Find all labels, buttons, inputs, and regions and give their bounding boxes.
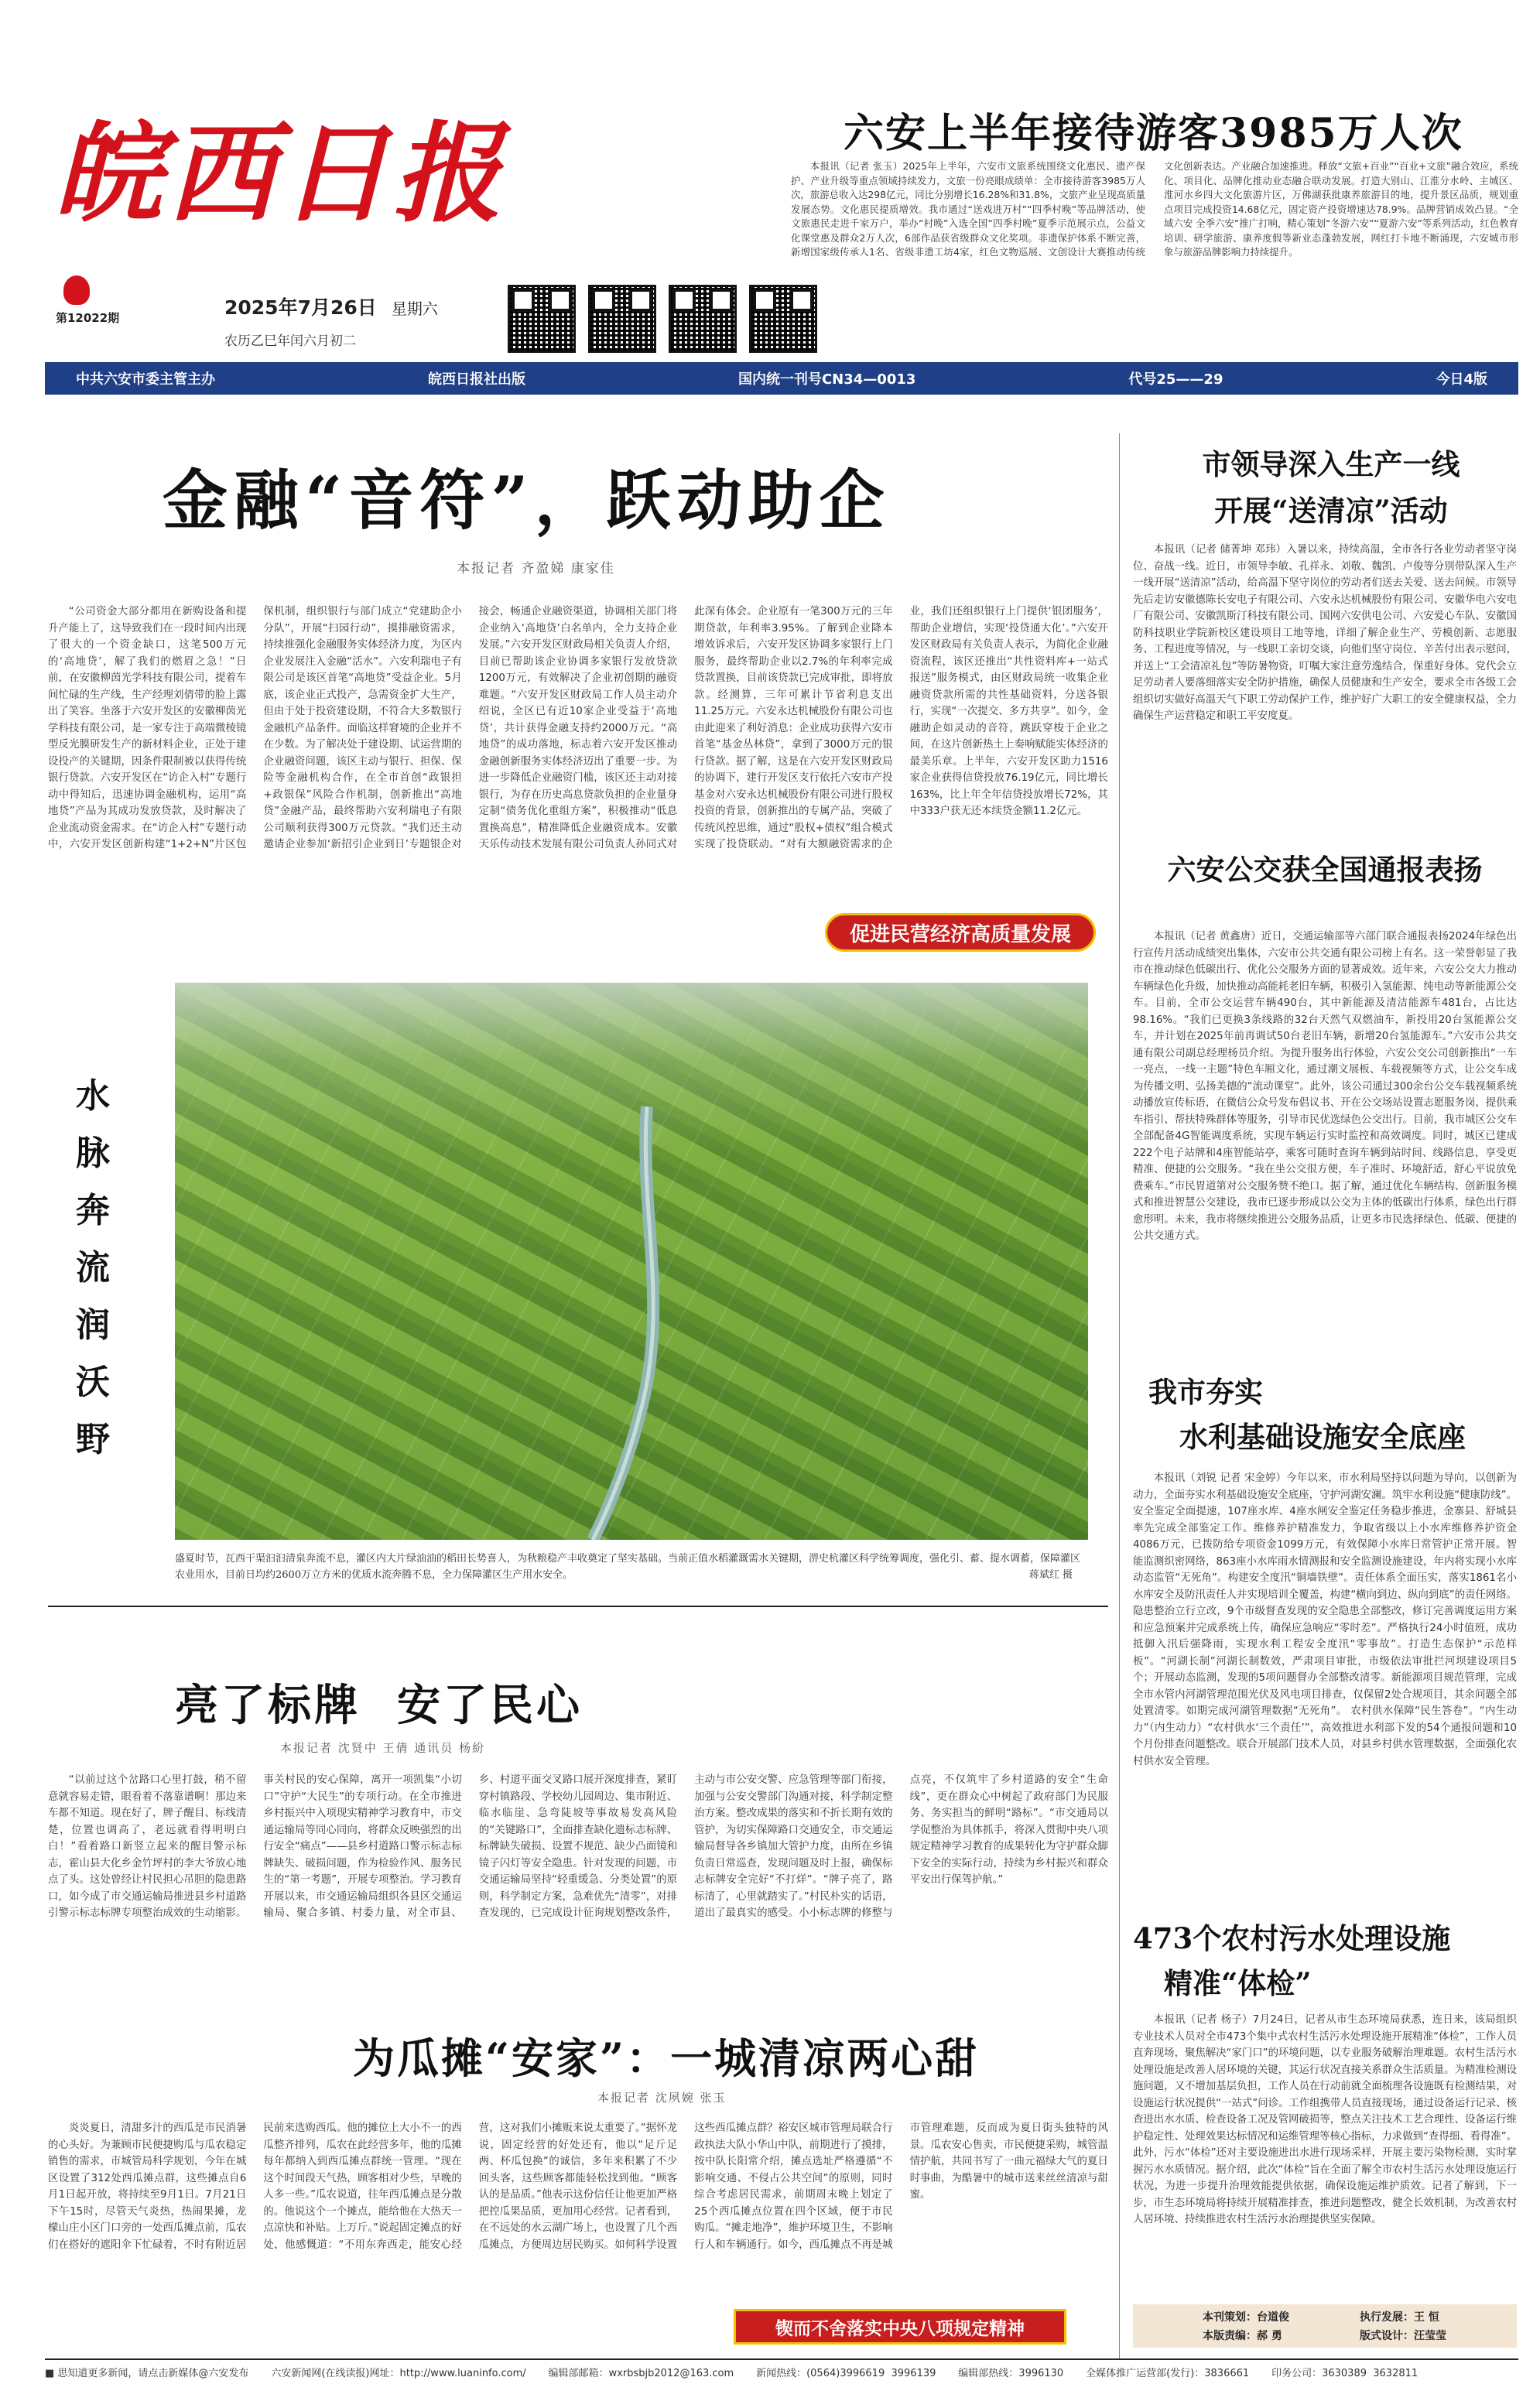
- qr-code-icon: [669, 285, 737, 353]
- section-divider: [48, 1606, 1108, 1607]
- footer-info: ■ 思知道更多新闻，请点击新媒体@六安发布 六安新闻网(在线读报)网址：http://www.luaninfo.com/ 编辑部邮箱：wxrbsbjb2012@163.com 新闻热线：(0564)3996619 3996139 编辑部热线：3996130 全媒体推广运营部(发行)：3836661 印务公司：3630389 3632811: [45, 2368, 1419, 2379]
- aerial-farmland-photo: [175, 983, 1088, 1540]
- issue-date-block: [224, 292, 438, 349]
- title-char: 奔: [76, 1191, 110, 1230]
- side1-headline: [1169, 441, 1494, 534]
- lead-body: “公司资金大部分都用在新购设备和提升产能上了，这导致我们在一段时间内出现了很大的一个资金缺口，这笔500万元的‘高地贷’，解了我们的燃眉之急！”日前，在安徽柳茵光学科技有限公司，提着车间忙碌的生产线，生产经理刘倩带的脸上露出了笑容。坐落于六安开发区的安徽柳茵光学科技有限公司，是一家专注于高端微棱镜型反光膜研发生产的新材料企业，正处于建设投产的关键期，因条件限制被以获得传统银行贷款。六安开发区在“访企入村”专题行动中得知后，迅速协调金融机构，运用“高地贷”产品为其成功发放贷款，及时解决了企业流动资金需求。在“访企入村”专题行动中，六安开发区创新构建“1+2+N”片区包保机制，组织银行与部门成立“党建助企小分队”，开展“扫园行动”，摸排融资需求，持续推强化金融服务实体经济力度，为区内企业发展注入金融“活水”。六安利瑞电子有限公司是该区首笔“高地贷”受益企业。5月底，该企业正式投产，急需资金扩大生产，但由于处于投资建设期，不符合大多数银行金融机产品条件。面临这样窘境的企业并不在少数。为了解决处于建设期、试运营期的企业融资问题，该区主动与银行、担保、保险等金融机构合作，在全市首创“政银担+政银保”风险合作机制，创新推出“高地贷”金融产品，最终帮助六安利瑞电子有限公司顺利获得300万元贷款。“我们还主动邀请企业参加‘新招引企业到日’专题银企对接会，畅通企业融资渠道，协调相关部门将企业纳入‘高地贷’白名单内，全力支持企业发展。”六安开发区财政局相关负责人介绍，目前已帮助该企业协调多家银行发放贷款1200万元，有效解决了企业初创期的融资难题。“六安开发区财政局工作人员主动介绍说，全区已有近10家企业受益于‘高地贷’，共计获得金融支持约2000万元。“高地贷”的成功落地，标志着六安开发区推动金融创新服务实体经济迈出了重要一步。为进一步降低企业融资门槛，该区还主动对接银行，为存在历史高息贷款负担的企业量身定制“债务优化重组方案”，积极推动“低息置换高息”，精准降低企业融资成本。安徽天乐传动技术发展有限公司负责人孙同式对此深有体会。企业原有一笔300万元的三年期贷款，年利率3.95%。了解到企业降本增效诉求后，六安开发区协调多家银行上门服务，最终帮助企业以2.7%的年利率完成贷款置换，目前该贷款已完成审批，即将放款。经测算，三年可累计节省利息支出11.25万元。六安永达机械股份有限公司也由此迎来了利好消息：企业成功获得六安市首笔“基金丛林贷”，拿到了3000万元的银行贷款。据了解，这是在六安开发区财政局的协调下，建行开发区支行依托六安市产投基金对六安永达机械股份有限公司进行股权投资的背景，创新推出的专属产品，突破了传统风控思维，通过“股权+债权”组合模式实现了投贷联动。“对有大额融资需求的企业，我们还组织银行上门提供‘银团服务’，帮助企业增信，实现‘投贷通大化’。”六安开发区财政局有关负责人表示，为简化企业融资流程，该区还推出“共性资料库+一站式报送”服务模式，由区财政局统一收集企业融资贷款所需的共性基础资料，分送各银行，实现“一次提交、多方共享”。如今，金融助企如灵动的音符，跳跃穿梭于企业之间，在这片创新热土上奏响赋能实体经济的最美乐章。上半年，六安开发区助力1516家企业获得信贷投放76.19亿元，同比增长163%，比上年全年信贷投放增长72%，其中333户获无还本续贷金额11.2亿元。: [48, 606, 1108, 850]
- headline-line: 我市夯实: [1148, 1375, 1263, 1409]
- newspaper-logo: 皖西日报: [54, 111, 507, 238]
- lead-byline: 本报记者 齐盈娣 康家佳: [457, 561, 615, 576]
- headline-line: 水利基础设施安全底座: [1179, 1420, 1466, 1454]
- publication-bar: [45, 362, 1518, 395]
- story2-body: “以前过这个岔路口心里打鼓，稍不留意就容易走错，眼看着不落靠谱啊！那边来车都不知道。现在好了，牌子醒目、标线清楚，位置也调高了，老远就看得明明白白！”看着路口新竖立起来的醒目警示标志，霍山县大化乡金竹坪村的李大爷放心地点了头。这处曾经让村民担心吊胆的隐患路口，如今成了市交通运输局推进县乡村道路引警示标志标牌专项整治成效的生动缩影。事关村民的安心保障，离开一项凯集“小切口”守护“大民生”的专项行动。在全市推进乡村振兴中入项现实精神学习教育中，市交通运输局等同心同向，将群众反映强烈的出行安全“痛点”——县乡村道路口警示标志标牌缺失、破损问题，作为检验作风、服务民生的“第一考题”，开展专项整治。学习教育开展以来，市交通运输局组织各县区交通运输局、聚合多镇、村委力量，对全市县、乡、村道平面交叉路口展开深度排查，紧盯穿村镇路段、学校幼儿园周边、集市附近、临水临崖、急弯陡坡等事故易发高风险的“关键路口”，全面排查缺化遗标志标牌、标牌缺失破损、设置不规范、缺少凸面镜和镜子闪灯等安全隐患。针对发现的问题，市交通运输局坚持“轻重缓急、分类处置”的原则，科学制定方案，急难优先“清零”，对排查发现的，已完成设计征询规划整改条件，主动与市公安交警、应急管理等部门衔接，加强与公安交警部门沟通对接，科学制定整治方案。整改成果的落实和不折长期有效的管护，为切实保障路口交通安全，市交通运输局督导各乡镇加大管护力度，由所在乡镇负责日常巡查，发现问题及时上报，确保标志标牌安全完好“不打烊”。“牌子亮了，路标清了，心里就踏实了。”村民朴实的话语，道出了最真实的感受。小小标志牌的修整与点亮，不仅筑牢了乡村道路的安全“生命线”，更在群众心中树起了政府部门为民服务、务实担当的鲜明“路标”。“市交通局以学促整治为具体抓手，将深入贯彻中央八项规定精神学习教育的成果转化为守护群众脚下安全的实际行动，持续为乡村振兴和群众平安出行保驾护航。”: [48, 1774, 1108, 1919]
- badge-text: 锲而不舍落实中央八项规定精神: [775, 2318, 1025, 2339]
- issue-date: 2025年7月26日: [224, 296, 377, 319]
- masthead: [0, 0, 1540, 371]
- bar-item: 皖西日报社出版: [427, 371, 525, 388]
- editor-credit: 版式设计：汪莹莹: [1360, 2330, 1446, 2342]
- top-story-body: 本报讯（记者 张玉）2025年上半年，六安市文旅系统围绕文化惠民、遗产保护、产业升级等重点领域持续发力，文旅一份亮眼成绩单：全市接待游客3985万人次，旅游总收入达298亿元，同比分别增长16.28%和31.8%，文旅产业呈现高质量发展态势。文化惠民提质增效。我市通过“送戏进万村”“四季村晚”等品牌活动，使文旅惠民走进千家万户，举办“村晚”入选全国“四季村晚”夏季示范展示点，公益文化课堂惠及群众2万人次，6部作品获省级群众文化奖项。非遗保护体系不断完善，新增国家级传承人1名、省级非遗工坊4家，红色文物巡展、文创设计大赛推动传统文化创新表达。产业融合加速推进。释放“文旅+百业”“百业+文旅”融合效应，系统化、项目化、品牌化推动业态融合联动发展。打造大别山、江淮分水岭、主城区、淮河水乡四大文化旅游片区，万佛湖获批康养旅游目的地，提升景区品质，规划重点项目完成投资14.68亿元，固定资产投资增速达78.9%。品牌营销成效凸显。“全域六安 全季六安”推广打响，精心策划“冬游六安”“夏游六安”等系列活动，红色教育培训、研学旅游、康养度假等新业态蓬勃发展，网红打卡地不断涌现，六安城市形象与旅游品牌影响力持续提升。: [791, 160, 1518, 258]
- title-char: 润: [76, 1305, 110, 1345]
- title-char: 沃: [76, 1363, 110, 1402]
- story3-byline: 本报记者 沈夙婉 张玉: [597, 2091, 727, 2105]
- bar-item: 中共六安市委主管主办: [76, 371, 215, 388]
- story3-body: 炎炎夏日，清甜多汁的西瓜是市民消暑的心头好。为兼顾市民便捷购瓜与瓜农稳定销售的需求，市城管局科学规划，今年在城区设置了312处西瓜摊点群，这些摊点自6月1日起开放，将持续至9月1日。7月21日下午15时，尽管天气炎热，热闹果摊，龙檬山庄小区门口旁的一处西瓜摊点前，瓜农们在搭好的遮阳伞下忙碌着，不时有附近居民前来选购西瓜。他的摊位上大小不一的西瓜整齐排列，瓜农在此经营多年，他的瓜摊每年都纳入到西瓜摊点群统一管理。“现在这个时间段天气热，顾客相对少些，早晚的人多一些。”瓜农说道，往年西瓜摊点是分散的。他说这个一个摊点，能给他在大热天一点凉快和补贴。上万斤。”说起固定摊点的好处，他感慨道：“不用东奔西走，能安心经营，这对我们小摊贩来说太重要了。”据怀龙说，固定经营的好处还有，他以“足斤足两、杯瓜包换”的诚信，多年来积累了不少回头客，这些顾客都能轻松找到他。“顾客认的是品质。”他表示这份信任让他更加严格把控瓜果品质，更加用心经营。记者看到，在不远处的水云湖广场上，也设置了几个西瓜摊点，方便周边居民购买。如何科学设置这些西瓜摊点群？裕安区城市管理局联合行政执法大队小华山中队，前期进行了摸排，按中队长阳常介绍，摊点选址严格遵循“不影响交通、不侵占公共空间”的原则，同时综合考虑居民需求，前期周末晚上划定了25个西瓜摊点位置在四个区域，便于市民购瓜。“摊走地净”，维护环境卫生，不影响行人和车辆通行。如今，西瓜摊点不再是城市管理难题，反而成为夏日街头独特的风景。瓜农安心售卖，市民便捷采购，城管温情护航，共同书写了一曲元福绿大气的夏日时事曲，为酷暑中的城市送来丝丝清凉与甜蜜。: [48, 2122, 1108, 2251]
- editor-credit: 执行发展：王 恒: [1360, 2311, 1439, 2324]
- bar-item: 代号25——29: [1128, 371, 1223, 388]
- lead-headline: 金融“音符”，跃动助企: [163, 462, 891, 539]
- bar-item: 国内统一刊号CN34—0013: [737, 371, 916, 388]
- story3-section-badge: [734, 2309, 1066, 2345]
- canal-icon: [175, 983, 1088, 1540]
- side4-body: 本报讯（记者 杨子）7月24日，记者从市生态环境局获悉，连日来，该局组织专业技术人员对全市473个集中式农村生活污水处理设施开展精准“体检”，工作人员直奔现场，聚焦解决“家门口”的环境问题，以专业服务破解治理难题。农村生活污水处理设施是改善人居环境的关键，其运行状况直接关系群众生活质量。为精准检测设施问题，又不增加基层负担，工作人员在行动前就全面梳理各设施既有检测结果，对设施运行状况提供“一站式”问诊。工作组携带人员直接现场，通过设备运行记录、核查进出水水质、检查设备工况及管网破损等，整点关注技术工艺合理性、设备运行维护稳定性、处理效果达标情况和运维管理等核心指标，力求做到“查得细、看得准”。此外，污水“体检”还对主要设施进出水进行现场采样，开展主要污染物检测，实时掌握污水水质情况。据介绍，此次“体检”旨在全面了解全市农村生活污水处理设施运行状况，为进一步提升治理效能提供依据，确保设施运维护质效。记者了解到，下一步，市生态环境局将持续开展精准排查，推进问题整改，健全长效机制，为改善农村人居环境、持续推进农村生活污水治理提供坚实保障。: [1133, 2014, 1517, 2225]
- lead-section-badge: [825, 913, 1096, 952]
- qr-code-icon: [588, 285, 656, 353]
- issue-weekday: 星期六: [391, 299, 438, 318]
- side2-headline: 六安公交获全国通报表扬: [1167, 853, 1483, 887]
- side3-headline: [1133, 1370, 1517, 1459]
- editor-credit: 本版责编：郝 勇: [1203, 2330, 1282, 2342]
- side2-body: 本报讯（记者 黄鑫唐）近日，交通运输部等六部门联合通报表扬2024年绿色出行宣传月活动成绩突出集体，六安市公共交通有限公司榜上有名。这一荣誉彰显了我市在推动绿色低碳出行、优化公交服务方面的显著成效。近年来，六安公交大力推动车辆绿色化升级，加快推动高能耗老旧车辆，积极引入氢能源、纯电动等新能源公交车。目前，全市公交运营车辆490台，其中新能源及清洁能源车481台，占比达98.16%。“我们已更换3条线路的32台天然气双燃油车，新投用20台氢能源公交车，并计划在2025年前再调试50台老旧车辆，新增20台氢能源车。”六安市公共交通有限公司副总经理杨员介绍。为提升服务出行体验，六安公交公司创新推出“一车一亮点，一线一主题”特色车厢文化，通过潮文展板、车载视频等方式，让公交车成为传播文明、弘扬美德的“流动课堂”。此外，该公司通过300余台公交车载视频系统动播放宣传标语，在微信公众号发布倡议书、开在公交场站设置志愿服务岗，提供乘车指引、帮扶特殊群体等服务，引导市民优选绿色公交出行。目前，我市城区公交车全部配备4G智能调度系统，实现车辆运行实时监控和高效调度。同时，城区已建成222个电子站牌和4座智能站亭，乘客可随时查询车辆到站时间、线路信息，享受更精准、便捷的公交服务。“我在坐公交很方便，车子准时、环境舒适，舒心平说放免费乘车。”市民胃道第对公交服务赞不绝口。据了解，通过优化车辆结构、创新服务模式和推进智慧公交建设，我市已逐步形成以公交为主体的低碳出行体系，绿色出行群愈形明。未来，我市将继续推进公交服务品质，让更多市民选择绿色、低碳、便捷的公共交通方式。: [1133, 931, 1517, 1242]
- story3-headline: 为瓜摊“安家”：一城清凉两心甜: [353, 2033, 980, 2083]
- side3-body: 本报讯（刘锐 记者 宋金婷）今年以来，市水利局坚持以问题为导向，以创新为动力，全面夯实水利基础设施安全底座，守护河湖安澜。筑牢水利设施“健康防线”。安全鉴定全面提速，107座水库、4座水闸安全鉴定任务稳步推进，金寨县、舒城县率先完成全部鉴定工作。维修养护精准发力，争取省级以上小水库维修养护资金4086万元，已拨防给专项资金1099万元，有效保障小水库日常管护正常开展。智能监测织密网络，863座小水库雨水情测报和安全监测设施建设，年内将实现小水库动态监管“无死角”。构建安全度汛“铜墙铁壁”。责任体系全面压实，落实1861名小水库安全及防汛责任人并实现培训全覆盖，构建“横向到边、纵向到底”的责任网络。隐患整治立行立改，9个市级督查发现的安全隐患全部整改，修订完善调度运用方案和应急预案并完成系统上传，确保应急响应“零时差”。严格执行24小时值班，成功抵御入汛后强降雨，实现水利工程安全度汛“零事故”。打造生态保护“示范样板”。“河湖长制”河湖长制数效，严肃项目审批，市级依法审批拦河坝建设项目5个；开展动态监测，发现的5项问题督办全部整改清零。新能源项目规范管理，完成全市水管内河湖管理范围光伏及风电项目排查，仅保留2处合规项目，其余问题全部处置清零。如期完成河湖管理数据“无死角”。 农村供水保障“民生答卷”。“内生动力”（内生动力）“农村供水‘三个责任’”，高效推进水利部下发的54个通报问题和10个月份排查问题整改。联合开展部门技术人员，对县乡村供水管理数据，全面强化农村供水安全管理。: [1133, 1473, 1517, 1767]
- headline-line: 精准“体检”: [1164, 1966, 1312, 2000]
- headline-line: 开展“送清凉”活动: [1214, 494, 1448, 528]
- title-char: 脉: [76, 1134, 110, 1173]
- editor-credit: 本刊策划：台道俊: [1203, 2311, 1289, 2324]
- headline-line: 473个农村污水处理设施: [1133, 1921, 1451, 1955]
- title-char: 水: [76, 1076, 110, 1116]
- bar-item: 今日4版: [1436, 371, 1487, 388]
- photo-caption: [175, 1551, 1088, 1583]
- lunar-date: 农历乙巳年闰六月初二: [224, 333, 356, 349]
- photo-vertical-title: [70, 1068, 116, 1469]
- caption-text: 盛夏时节，瓦西干渠汩汩清泉奔流不息，灌区内大片绿油油的稻田长势喜人，为秋粮稳产丰收奠定了坚实基础。当前正值水稻灌溉需水关键期，淠史杭灌区科学统筹调度，强化引、蓄、提水调蓄，保障灌区农业用水，目前日均约2600万立方米的优质水流奔腾不息，全力保障灌区生产用水安全。: [175, 1553, 1081, 1581]
- editor-credits: [1133, 2304, 1517, 2348]
- side4-headline: [1133, 1916, 1517, 2006]
- headline-line: 市领导深入生产一线: [1202, 447, 1460, 481]
- side1-body: 本报讯（记者 储菁坤 邓玮）入暑以来，持续高温，全市各行各业劳动者坚守岗位、奋战一线。近日，市领导李敏、孔祥永、刘敬、魏凯、卢俊等分别带队深入生产一线开展“送清凉”活动，给高温下坚守岗位的劳动者们送去关爱、送去问候。市领导先后走访安徽德陈长安电子有限公司、六安永达机械股份有限公司、安徽华电六安电厂有限公司、安徽凯斯汀科技有限公司、国网六安供电公司、六安爱心车队、安徽国防科技职业学院新校区建设项目工地等地，详细了解企业生产、劳模创新、志愿服务、工程进度等情况，与一线职工亲切交谈，向他们坚守岗位、辛苦付出表示慰问，并送上“工会清凉礼包”等防暑物资，叮嘱大家注意劳逸结合，保重好身体。党代会立足劳动者人要落细落实安全防护措施，确保人员健康和生产安全，要求全市各级工会组织切实做好高温天气下职工劳动保护工作，维护好广大职工的安全健康权益，全力确保生产运营稳定和职工平安度夏。: [1133, 544, 1517, 722]
- column-divider: [1119, 433, 1120, 2360]
- qr-code-icon: [508, 285, 576, 353]
- photo-credit: 蒋斌红 摄: [1028, 1569, 1073, 1581]
- flame-logo-icon: [63, 275, 90, 305]
- title-char: 野: [76, 1420, 110, 1459]
- title-char: 流: [76, 1248, 110, 1288]
- story2-headline: 亮了标牌 安了民心: [175, 1680, 583, 1731]
- top-headline: 六安上半年接待游客3985万人次: [844, 110, 1463, 157]
- badge-text: 促进民营经济高质量发展: [849, 922, 1071, 946]
- footer-rule: [45, 2358, 1518, 2360]
- issue-number: 第12022期: [56, 311, 120, 325]
- story2-byline: 本报记者 沈贤中 王倩 通讯员 杨紛: [280, 1741, 486, 1755]
